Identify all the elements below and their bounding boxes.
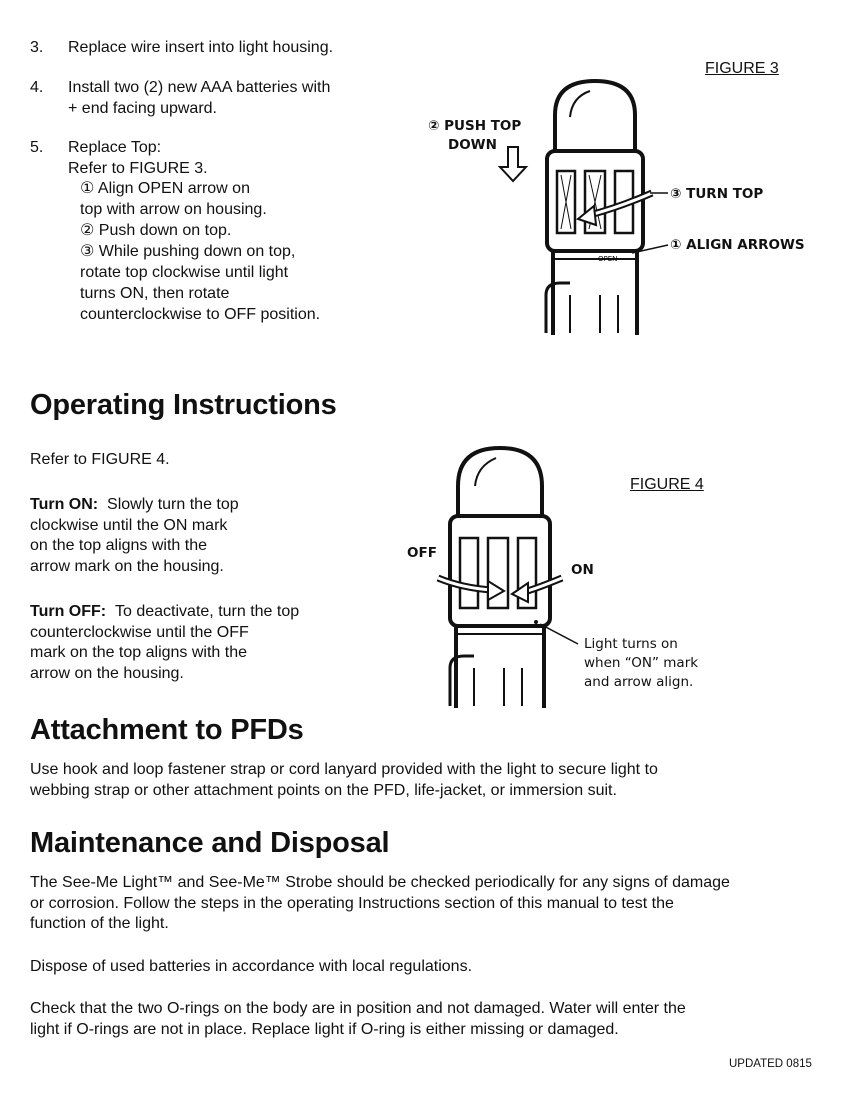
step-5-substeps — [80, 178, 320, 325]
maintenance-paragraph-3: Check that the two O-rings on the body are in position and not damaged. Water will enter the light if O-rings are not in place. Replace light if O-ring is either missing or damaged. — [30, 1000, 686, 1038]
turn-top-callout: ③ TURN TOP — [670, 186, 764, 202]
substep-3-line: counterclockwise to OFF position. — [80, 306, 321, 323]
turn-on-paragraph: Turn ON: Slowly turn the top clockwise until the ON mark on the top aligns with the arrow mark on the housing. — [30, 496, 239, 575]
open-mark-text: OPEN — [598, 255, 618, 263]
updated-footer: UPDATED 0815 — [729, 1058, 812, 1070]
turn-off-paragraph: Turn OFF: To deactivate, turn the top counterclockwise until the OFF mark on the top aligns with the arrow on the housing. — [30, 603, 300, 682]
step-4-text: Install two (2) new AAA batteries with + end facing upward. — [68, 79, 331, 117]
substep-3-line: ③ While pushing down on top, — [80, 243, 296, 260]
figure-4-label: FIGURE 4 — [630, 476, 704, 493]
substep-1-line: top with arrow on housing. — [80, 201, 267, 218]
step-3-text: Replace wire insert into light housing. — [68, 39, 334, 56]
step-3-number: 3. — [30, 39, 44, 56]
operating-heading: Operating Instructions — [30, 389, 337, 421]
turn-on-label: Turn ON: — [30, 496, 99, 513]
step-4-number: 4. — [30, 79, 44, 96]
align-arrows-callout: ① ALIGN ARROWS — [670, 237, 805, 253]
figure-3-label: FIGURE 3 — [705, 60, 779, 77]
off-label: OFF — [407, 545, 437, 561]
turn-off-label: Turn OFF: — [30, 603, 107, 620]
push-top-callout: ② PUSH TOP DOWN — [428, 118, 522, 153]
substep-1-line: ① Align OPEN arrow on — [80, 180, 250, 197]
substep-3-line: turns ON, then rotate — [80, 285, 230, 302]
substep-3-line: rotate top clockwise until light — [80, 264, 289, 281]
attachment-heading: Attachment to PFDs — [30, 714, 304, 746]
on-label: ON — [571, 562, 594, 578]
refer-figure-4: Refer to FIGURE 4. — [30, 451, 170, 468]
step-5-number: 5. — [30, 139, 44, 156]
maintenance-paragraph-1: The See-Me Light™ and See-Me™ Strobe should be checked periodically for any signs of damage or corrosion. Follow the steps in the operating Instructions section of this manual to test the function of the light. — [30, 874, 730, 932]
maintenance-paragraph-2: Dispose of used batteries in accordance with local regulations. — [30, 958, 473, 975]
maintenance-heading: Maintenance and Disposal — [30, 827, 390, 859]
substep-2-line: ② Push down on top. — [80, 222, 232, 239]
figure-4-note: Light turns on when “ON” mark and arrow align. — [584, 636, 699, 690]
attachment-paragraph: Use hook and loop fastener strap or cord lanyard provided with the light to secure light to webbing strap or other attachment points on the PFD, life-jacket, or immersion suit. — [30, 761, 658, 799]
step-5-text: Replace Top: Refer to FIGURE 3. — [68, 139, 208, 177]
